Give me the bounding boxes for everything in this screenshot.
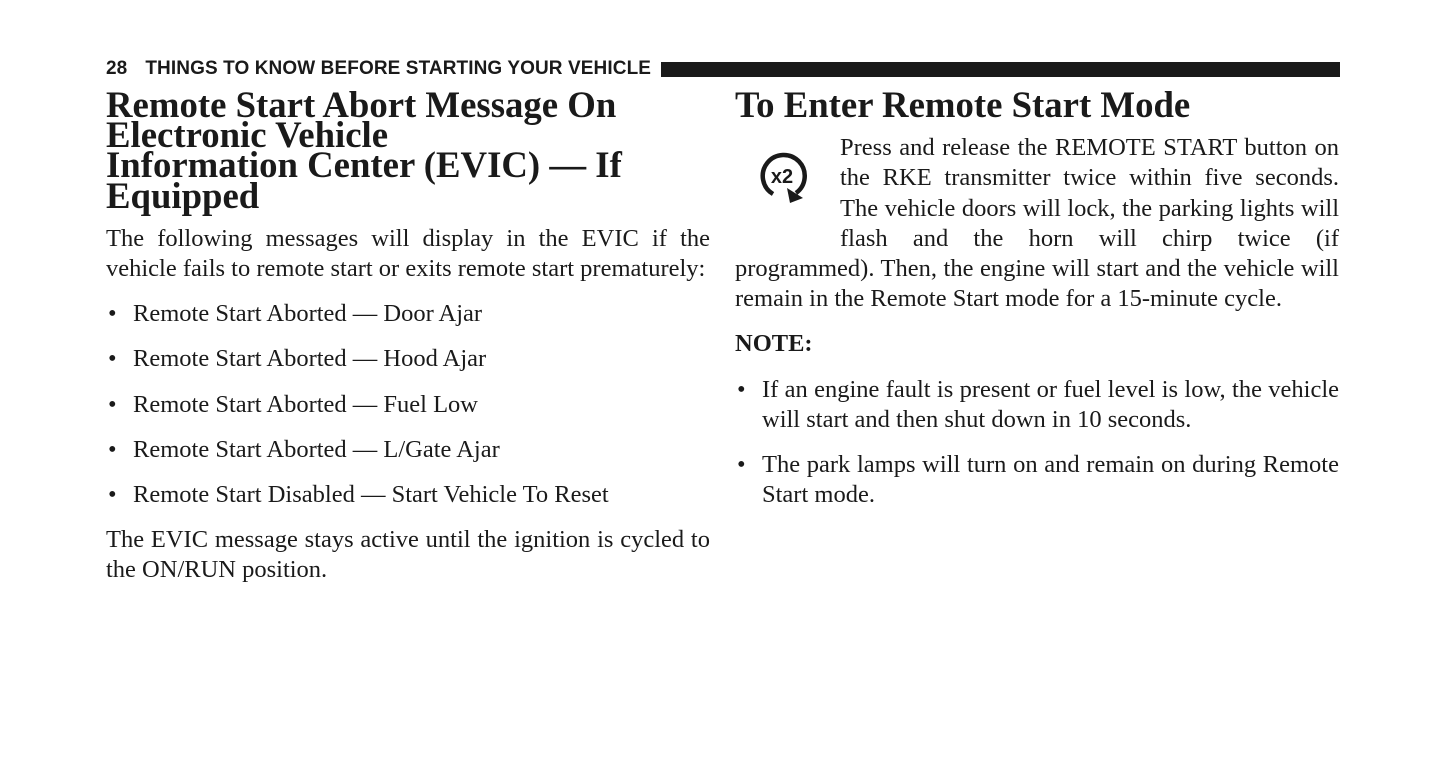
bullet: • — [737, 375, 746, 403]
message-text: Remote Start Disabled — Start Vehicle To Reset — [133, 481, 609, 509]
heading-line-1: Remote Start Abort Message On Electronic Vehicle — [106, 84, 617, 156]
message-text: Remote Start Aborted — Door Ajar — [133, 300, 483, 328]
heading-line-2: Information Center (EVIC) — If Equipped — [106, 144, 622, 216]
instructions-paragraph: Press and release the REMOTE START button on the RKE transmitter twice within five seconds. The vehicle doors will lock, the parking lights will flash and the horn will chirp twice (if programmed). Then, the engine will start and the vehicle will remain in the Remote Start mode for a 15-minute cycle. — [735, 134, 1339, 313]
note-list — [735, 375, 1339, 511]
note-text: If an engine fault is present or fuel level is low, the vehicle will start and then shut down in 10 seconds. — [762, 375, 1339, 433]
right-column — [735, 84, 1339, 510]
list-item — [106, 435, 710, 465]
bullet: • — [108, 390, 117, 418]
message-text: Remote Start Aborted — L/Gate Ajar — [133, 435, 500, 463]
list-item — [735, 375, 1339, 435]
icon-label: x2 — [770, 166, 794, 189]
list-item — [735, 450, 1339, 510]
bullet: • — [108, 300, 117, 328]
bullet: • — [108, 345, 117, 373]
icon-container — [735, 133, 840, 243]
list-item — [106, 480, 710, 510]
message-text: Remote Start Aborted — Hood Ajar — [133, 345, 487, 373]
remote-start-x2-icon — [753, 147, 813, 207]
bullet: • — [108, 481, 117, 509]
chapter-title: THINGS TO KNOW BEFORE STARTING YOUR VEHICLE — [145, 58, 652, 79]
intro-paragraph: The following messages will display in the EVIC if the vehicle fails to remote start or exits remote start prematurely: — [106, 224, 710, 283]
bullet: • — [737, 451, 746, 479]
page-header — [106, 57, 1340, 81]
abort-message-list — [106, 299, 710, 510]
list-item — [106, 299, 710, 329]
page-number: 28 — [106, 58, 128, 79]
bullet: • — [108, 435, 117, 463]
section-heading-evic — [106, 84, 710, 216]
left-column — [106, 84, 710, 586]
note-text: The park lamps will turn on and remain on during Remote Start mode. — [762, 451, 1339, 509]
list-item — [106, 390, 710, 420]
instruction-block — [735, 133, 1339, 314]
note-label: NOTE: — [735, 330, 813, 358]
closing-paragraph: The EVIC message stays active until the ignition is cycled to the ON/RUN position. — [106, 526, 710, 584]
section-heading-remote-start: To Enter Remote Start Mode — [735, 84, 1191, 125]
list-item — [106, 344, 710, 374]
message-text: Remote Start Aborted — Fuel Low — [133, 390, 478, 418]
header-rule — [661, 62, 1340, 77]
